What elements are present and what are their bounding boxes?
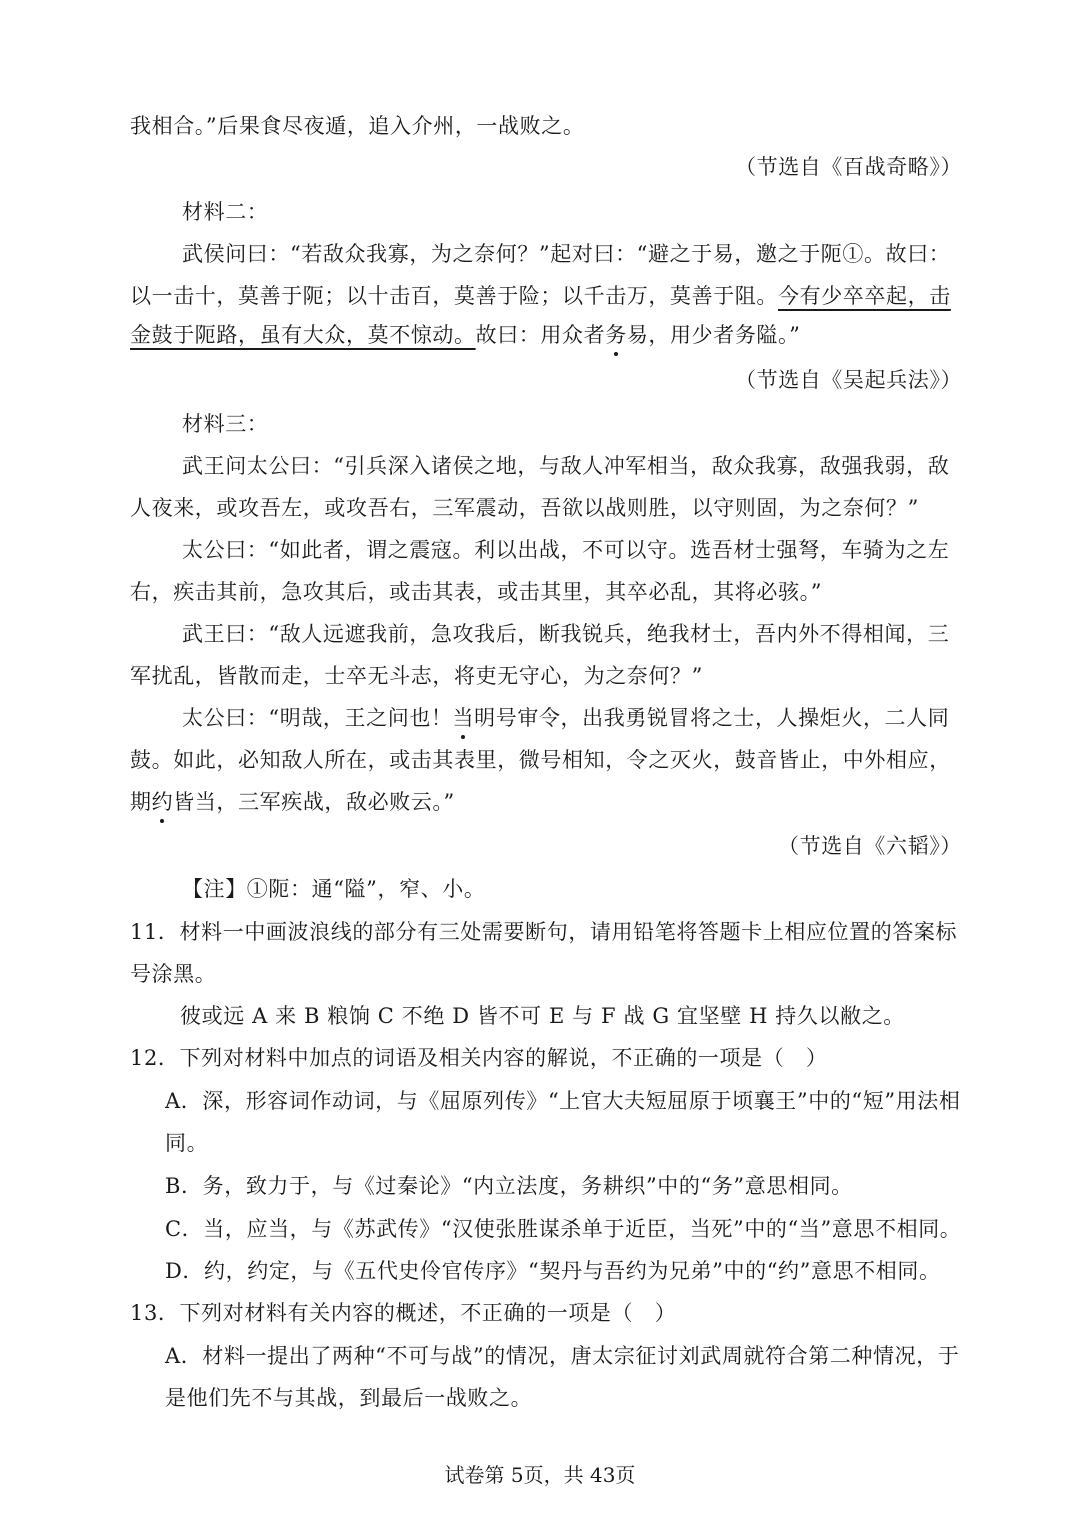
question-12: 12．下列对材料中加点的词语及相关内容的解说，不正确的一项是（ ） xyxy=(130,1046,828,1070)
text-line xyxy=(130,788,455,816)
text-line: 鼓。如此，必知敌人所在，或击其表里，微号相知，令之灭火，鼓音皆止，中外相应， xyxy=(130,748,951,772)
text-line: 武王曰：“敌人远遮我前，急攻我后，断我锐兵，绝我材士，吾内外不得相闻，三 xyxy=(182,622,950,646)
dotted-character: 务 xyxy=(605,323,627,347)
option-c: C．当，应当，与《苏武传》“汉使张胜谋杀单于近臣，当死”中的“当”意思不相同。 xyxy=(165,1217,962,1241)
text-segment: 故曰：用众者 xyxy=(475,323,606,347)
dotted-character: 约 xyxy=(151,790,174,814)
page-footer: 试卷第 5页，共 43页 xyxy=(444,1463,636,1487)
underlined-passage: 今有少卒卒起，击 xyxy=(778,284,951,308)
text-segment: 太公曰：“明哉，王之问也！ xyxy=(182,706,453,730)
question-11-cont: 号涂黑。 xyxy=(130,962,217,986)
question-11-sentence: 彼或远 A 来 B 粮饷 C 不绝 D 皆不可 E 与 F 战 G 宜坚壁 H 持久以敝之。 xyxy=(180,1004,905,1028)
section-heading: 材料三： xyxy=(182,412,269,436)
text-line: 我相合。”后果食尽夜遁，追入介州，一战败之。 xyxy=(130,114,585,138)
text-line: 武王问太公曰：“引兵深入诸侯之地，与敌人冲军相当，敌众我寡，敌强我弱，敌 xyxy=(182,454,950,478)
text-line: 武侯问曰：“若敌众我寡，为之奈何？”起对曰：“避之于易，邀之于阨①。故曰： xyxy=(182,242,951,266)
option-a-cont: 是他们先不与其战，到最后一战败之。 xyxy=(165,1386,533,1410)
underlined-passage: 金鼓于阨路，虽有大众，莫不惊动。 xyxy=(130,323,476,347)
text-line xyxy=(130,282,951,310)
text-segment: 明号审令，出我勇锐冒将之士，人操炬火，二人同 xyxy=(474,706,950,730)
text-line: 人夜来，或攻吾左，或攻吾右，三军震动，吾欲以战则胜，以守则固，为之奈何？” xyxy=(130,496,919,520)
source-citation: （节选自《百战奇略》） xyxy=(735,155,963,179)
annotation-note: 【注】①阨：通“隘”，窄、小。 xyxy=(182,877,486,901)
source-citation: （节选自《六韬》） xyxy=(778,834,962,858)
option-d: D．约，约定，与《五代史伶官传序》“契丹与吾约为兄弟”中的“约”意思不相同。 xyxy=(165,1259,941,1283)
text-line: 太公曰：“如此者，谓之震寇。利以出战，不可以守。选吾材士强弩，车骑为之左 xyxy=(182,538,950,562)
text-line: 军扰乱，皆散而走，士卒无斗志，将吏无守心，为之奈何？” xyxy=(130,664,703,688)
text-segment: 期 xyxy=(130,790,152,814)
option-b: B．务，致力于，与《过秦论》“内立法度，务耕织”中的“务”意思相同。 xyxy=(165,1174,853,1198)
option-a-cont: 同。 xyxy=(165,1131,209,1155)
question-13: 13．下列对材料有关内容的概述，不正确的一项是（ ） xyxy=(130,1301,677,1325)
text-line: 右，疾击其前，急攻其后，或击其表，或击其里，其卒必乱，其将必骇。” xyxy=(130,580,823,604)
dotted-character: 当 xyxy=(452,706,475,730)
text-segment: 皆当，三军疾战，敌必败云。” xyxy=(173,790,455,814)
text-line xyxy=(182,704,949,732)
text-segment: 易，用少者务隘。” xyxy=(626,323,801,347)
text-segment: 以一击十，莫善于阨；以十击百，莫善于险；以千击万，莫善于阻。 xyxy=(130,284,778,308)
section-heading: 材料二： xyxy=(182,200,269,224)
question-11: 11．材料一中画波浪线的部分有三处需要断句，请用铅笔将答题卡上相应位置的答案标 xyxy=(130,920,958,944)
option-a: A．深，形容词作动词，与《屈原列传》“上官大夫短屈原于顷襄王”中的“短”用法相 xyxy=(165,1089,961,1113)
source-citation: （节选自《吴起兵法》） xyxy=(735,368,963,392)
text-line xyxy=(130,321,800,349)
option-a: A．材料一提出了两种“不可与战”的情况，唐太宗征讨刘武周就符合第二种情况，于 xyxy=(165,1344,960,1368)
